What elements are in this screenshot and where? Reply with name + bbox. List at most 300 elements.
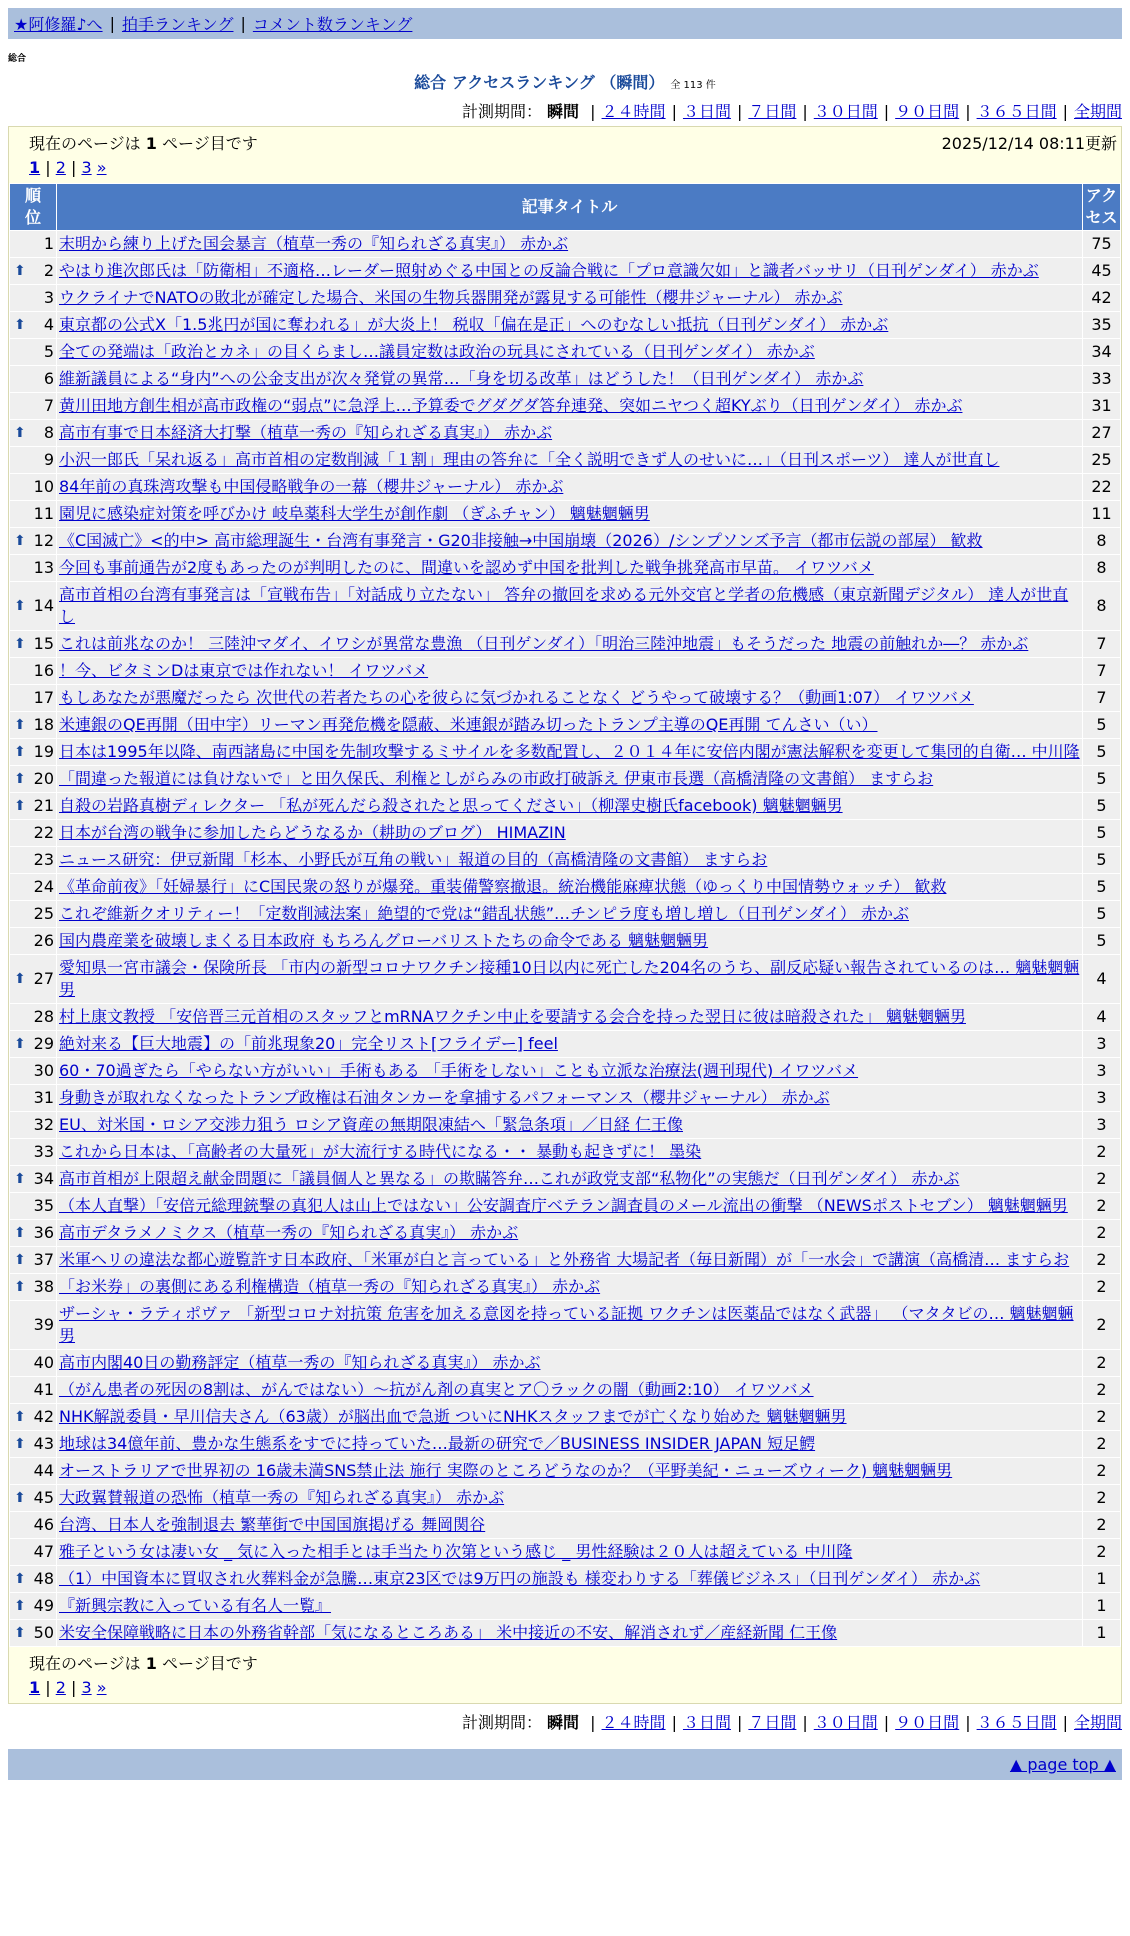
article-link[interactable]: 東京都の公式X「1.5兆円が国に奪われる」が大炎上！ 税収「偏在是正」へのむなしい抵抗（日刊ゲンダイ） 赤かぶ	[59, 315, 889, 334]
rank-number: 5	[43, 342, 54, 361]
title-cell	[57, 820, 1082, 846]
rank-cell	[10, 712, 56, 738]
article-link[interactable]: 「お米券」の裏側にある利権構造（植草一秀の『知られざる真実』） 赤かぶ	[59, 1277, 601, 1296]
rank-number: 26	[33, 931, 54, 950]
rank-cell	[10, 339, 56, 365]
title-cell	[57, 555, 1082, 581]
article-link[interactable]: ！今、ビタミンDは東京では作れない！ イワツバメ	[59, 661, 429, 680]
rank-number: 47	[33, 1542, 54, 1561]
rank-up-icon: ⬆	[14, 533, 26, 549]
rank-number: 49	[33, 1596, 54, 1615]
rank-cell	[10, 1404, 56, 1430]
period-link[interactable]: ９０日間	[895, 102, 960, 121]
rank-cell	[10, 1350, 56, 1376]
article-link[interactable]: 米安全保障戦略に日本の外務省幹部「気になるところある」 米中接近の不安、解消されず／産経新聞 仁王像	[59, 1623, 838, 1642]
rank-cell	[10, 1274, 56, 1300]
rank-up-icon: ⬆	[14, 717, 26, 733]
rank-number: 22	[33, 823, 54, 842]
title-cell	[57, 712, 1082, 738]
period-selector-bottom	[0, 1710, 1122, 1733]
rank-up-icon: ⬆	[14, 1409, 26, 1425]
article-link[interactable]: 高市首相が上限超え献金問題に「議員個人と異なる」の欺瞞答弁…これが政党支部“私物化”の実態だ（日刊ゲンダイ） 赤かぶ	[59, 1169, 960, 1188]
title-cell	[57, 1458, 1082, 1484]
rank-number: 43	[33, 1434, 54, 1453]
rank-number: 11	[33, 504, 54, 523]
table-row	[10, 312, 1120, 338]
rank-up-icon: ⬆	[14, 1490, 26, 1506]
period-link[interactable]: ９０日間	[895, 1713, 960, 1732]
table-row	[10, 658, 1120, 684]
article-link[interactable]: 《革命前夜》「妊婦暴行」にC国民衆の怒りが爆発。重装備警察撤退。統治機能麻痺状態（ゆっくり中国情勢ウォッチ） 歓救	[59, 877, 947, 896]
table-row	[10, 1458, 1120, 1484]
total-count: 全 113 件	[670, 80, 716, 91]
rank-cell	[10, 1485, 56, 1511]
period-separator: |	[1062, 1713, 1068, 1732]
access-count: 3	[1083, 1112, 1120, 1138]
table-row	[10, 1404, 1120, 1430]
title-cell	[57, 658, 1082, 684]
rank-number: 4	[43, 315, 54, 334]
article-link[interactable]: （本人直撃）「安倍元総理銃撃の真犯人は山上ではない」公安調査庁ベテラン調査員のメール流出の衝撃 （NEWSポストセブン） 魑魅魍魎男	[59, 1196, 1068, 1215]
rank-number: 41	[33, 1380, 54, 1399]
table-row	[10, 1112, 1120, 1138]
article-link[interactable]: 『新興宗教に入っている有名人一覧』	[59, 1596, 332, 1615]
article-link[interactable]: これから日本は、「高齢者の大量死」が大流行する時代になる・・ 暴動も起きずに！ 墨染	[59, 1142, 702, 1161]
table-row	[10, 1301, 1120, 1349]
period-separator: |	[965, 1713, 971, 1732]
rank-cell	[10, 1220, 56, 1246]
rank-number: 45	[33, 1488, 54, 1507]
access-count: 25	[1083, 447, 1120, 473]
table-row	[10, 366, 1120, 392]
rank-number: 3	[43, 288, 54, 307]
title-cell	[57, 1274, 1082, 1300]
home-link[interactable]: ★阿修羅♪へ	[14, 15, 103, 34]
article-link[interactable]: 84年前の真珠湾攻撃も中国侵略戦争の一幕（櫻井ジャーナル） 赤かぶ	[59, 477, 564, 496]
rank-number: 23	[33, 850, 54, 869]
article-link[interactable]: ザーシャ・ラティポヴァ 「新型コロナ対抗策 危害を加える意図を持っている証拠 ワクチンは医薬品ではなく武器」 （マタタビの… 魑魅魍魎男	[59, 1304, 1074, 1345]
rank-cell	[10, 555, 56, 581]
period-selector-top	[0, 99, 1122, 122]
table-row	[10, 555, 1120, 581]
rank-cell	[10, 1512, 56, 1538]
article-link[interactable]: 末明から練り上げた国会暴言（植草一秀の『知られざる真実』） 赤かぶ	[59, 234, 569, 253]
article-link[interactable]: 高市デタラメノミクス（植草一秀の『知られざる真実』） 赤かぶ	[59, 1223, 519, 1242]
rank-up-icon: ⬆	[14, 263, 26, 279]
article-link[interactable]: もしあなたが悪魔だったら 次世代の若者たちの心を彼らに気づかれることなく どうやって破壊する？（動画1:07） イワツバメ	[59, 688, 974, 707]
header-title: 記事タイトル	[57, 184, 1082, 230]
table-row	[10, 793, 1120, 819]
access-count: 2	[1083, 1539, 1120, 1565]
access-count: 7	[1083, 631, 1120, 657]
article-link[interactable]: 絶対来る【巨大地震】の「前兆現象20」完全リスト[フライデー] feel	[59, 1034, 558, 1053]
article-link[interactable]: 維新議員による“身内”への公金支出が次々発覚の異常…「身を切る改革」はどうした！（日刊ゲンダイ） 赤かぶ	[59, 369, 864, 388]
rank-cell	[10, 1058, 56, 1084]
period-link[interactable]: ３６５日間	[976, 1713, 1057, 1732]
article-link[interactable]: NHK解説委員・早川信夫さん（63歳）が脳出血で急逝 ついにNHKスタッフまでが亡くなり始めた 魑魅魍魎男	[59, 1407, 847, 1426]
title-cell	[57, 1220, 1082, 1246]
rank-cell	[10, 528, 56, 554]
access-count: 75	[1083, 231, 1120, 257]
updated-timestamp: 2025/12/14 08:11更新	[941, 134, 1117, 153]
rank-up-icon: ⬆	[14, 771, 26, 787]
access-count: 4	[1083, 1004, 1120, 1030]
rank-cell	[10, 739, 56, 765]
ranking-rows	[10, 231, 1120, 1646]
access-count: 2	[1083, 1458, 1120, 1484]
page-link-current[interactable]: 1	[29, 1678, 41, 1697]
period-link[interactable]: ３６５日間	[976, 102, 1057, 121]
rank-number: 30	[33, 1061, 54, 1080]
article-link[interactable]: 愛知県一宮市議会・保険所長 「市内の新型コロナワクチン接種10日以内に死亡した204名のうち、副反応疑い報告されているのは… 魑魅魍魎男	[59, 958, 1080, 999]
article-link[interactable]: 米軍ヘリの違法な都心遊覧許す日本政府、「米軍が白と言っている」と外務省 大場記者（毎日新聞）が「一水会」で講演（高橋清… ますらお	[59, 1250, 1070, 1269]
article-link[interactable]: 全ての発端は「政治とカネ」の目くらまし…議員定数は政治の玩具にされている（日刊ゲンダイ） 赤かぶ	[59, 342, 815, 361]
article-link[interactable]: ウクライナでNATOの敗北が確定した場合、米国の生物兵器開発が露見する可能性（櫻井ジャーナル） 赤かぶ	[59, 288, 843, 307]
bottom-bar	[8, 1749, 1122, 1780]
rank-number: 7	[43, 396, 54, 415]
period-link[interactable]: 全期間	[1073, 102, 1122, 121]
page-link[interactable]: 2	[55, 158, 66, 177]
table-row	[10, 1247, 1120, 1273]
rank-cell	[10, 1593, 56, 1619]
ranking-box	[8, 126, 1122, 1704]
period-current: 瞬間	[547, 1713, 580, 1732]
rank-up-icon: ⬆	[14, 1171, 26, 1187]
title-cell	[57, 1566, 1082, 1592]
table-row	[10, 528, 1120, 554]
access-count: 8	[1083, 528, 1120, 554]
top-nav-bar	[8, 8, 1122, 39]
article-link[interactable]: やはり進次郎氏は「防衛相」不適格…レーダー照射めぐる中国との反論合戦に「プロ意識欠如」と識者バッサリ（日刊ゲンダイ） 赤かぶ	[59, 261, 1039, 280]
title-cell	[57, 847, 1082, 873]
article-link[interactable]: 台湾、日本人を強制退去 繁華街で中国国旗掲げる 舞岡関谷	[59, 1515, 486, 1534]
table-row	[10, 928, 1120, 954]
next-page-link[interactable]: »	[96, 1678, 107, 1697]
table-row	[10, 231, 1120, 257]
access-count: 5	[1083, 847, 1120, 873]
clap-ranking-link[interactable]: 拍手ランキング	[121, 15, 234, 34]
article-link[interactable]: オーストラリアで世界初の 16歳未満SNS禁止法 施行 実際のところどうなのか？（平野美紀・ニューズウィーク) 魑魅魍魎男	[59, 1461, 953, 1480]
rank-cell	[10, 231, 56, 257]
page-link-current[interactable]: 1	[29, 158, 41, 177]
period-separator: |	[965, 102, 971, 121]
access-count: 2	[1083, 1139, 1120, 1165]
access-count: 5	[1083, 928, 1120, 954]
access-count: 5	[1083, 712, 1120, 738]
rank-number: 1	[43, 234, 54, 253]
page-info-top	[9, 127, 1121, 183]
article-link[interactable]: EU、対米国・ロシア交渉力狙う ロシア資産の無期限凍結へ「緊急条項」／日経 仁王像	[59, 1115, 683, 1134]
access-count: 2	[1083, 1485, 1120, 1511]
rank-number: 18	[33, 715, 54, 734]
table-row	[10, 766, 1120, 792]
title-cell	[57, 231, 1082, 257]
article-link[interactable]: 地球は34億年前、豊かな生態系をすでに持っていた…最新の研究で／BUSINESS INSIDER JAPAN 短足鰐	[59, 1434, 816, 1453]
comment-ranking-link[interactable]: コメント数ランキング	[252, 15, 413, 34]
current-page-text-bottom: 現在のページは 1 ページ目です	[29, 1654, 258, 1673]
rank-cell	[10, 766, 56, 792]
ranking-title: 総合 アクセスランキング （瞬間）	[414, 73, 665, 92]
title-cell	[57, 1431, 1082, 1457]
rank-number: 37	[33, 1250, 54, 1269]
rank-cell	[10, 447, 56, 473]
rank-up-icon: ⬆	[14, 598, 26, 614]
title-cell	[57, 1350, 1082, 1376]
article-link[interactable]: 米連銀のQE再開（田中宇）リーマン再発危機を隠蔽、米連銀が踏み切ったトランプ主導のQE再開 てんさい（い）	[59, 715, 878, 734]
period-link[interactable]: ７日間	[748, 102, 797, 121]
rank-cell	[10, 685, 56, 711]
table-row	[10, 1085, 1120, 1111]
table-row	[10, 1004, 1120, 1030]
rank-cell	[10, 631, 56, 657]
rank-number: 19	[33, 742, 54, 761]
period-link[interactable]: ２４時間	[601, 102, 666, 121]
rank-cell	[10, 1193, 56, 1219]
title-cell	[57, 766, 1082, 792]
rank-number: 14	[33, 596, 54, 615]
title-cell	[57, 447, 1082, 473]
table-row	[10, 1193, 1120, 1219]
rank-cell	[10, 1247, 56, 1273]
access-count: 35	[1083, 312, 1120, 338]
table-row	[10, 901, 1120, 927]
rank-up-icon: ⬆	[14, 971, 26, 987]
article-link[interactable]: 黄川田地方創生相が高市政権の“弱点”に急浮上…予算委でグダグダ答弁連発、突如ニヤつく超KYぶり（日刊ゲンダイ） 赤かぶ	[59, 396, 963, 415]
period-label: 計測期間：	[461, 1713, 542, 1732]
article-link[interactable]: 高市内閣40日の勤務評定（植草一秀の『知られざる真実』） 赤かぶ	[59, 1353, 541, 1372]
rank-number: 25	[33, 904, 54, 923]
rank-up-icon: ⬆	[14, 798, 26, 814]
article-link[interactable]: ニュース研究：伊豆新聞「杉本、小野氏が互角の戦い」報道の目的（高橋清隆の文書館） ますらお	[59, 850, 768, 869]
access-count: 2	[1083, 1166, 1120, 1192]
article-link[interactable]: 国内農産業を破壊しまくる日本政府 もちろんグローバリストたちの命令である 魑魅魍魎男	[59, 931, 709, 950]
rank-number: 10	[33, 477, 54, 496]
article-link[interactable]: 身動きが取れなくなったトランプ政権は石油タンカーを拿捕するパフォーマンス（櫻井ジャーナル） 赤かぶ	[59, 1088, 830, 1107]
access-count: 2	[1083, 1274, 1120, 1300]
table-row	[10, 1539, 1120, 1565]
rank-cell	[10, 1458, 56, 1484]
rank-cell	[10, 793, 56, 819]
page-link[interactable]: 3	[81, 158, 92, 177]
rank-number: 40	[33, 1353, 54, 1372]
title-cell	[57, 928, 1082, 954]
article-link[interactable]: 高市有事で日本経済大打撃（植草一秀の『知られざる真実』） 赤かぶ	[59, 423, 553, 442]
title-cell	[57, 366, 1082, 392]
access-count: 1	[1083, 1620, 1120, 1646]
page-info-bottom	[9, 1647, 1121, 1703]
table-row	[10, 955, 1120, 1003]
table-row	[10, 1566, 1120, 1592]
article-link[interactable]: 《C国滅亡》<的中> 高市総理誕生・台湾有事発言・G20非接触→中国崩壊（2026）/シンプソンズ予言（都市伝説の部屋） 歓救	[59, 531, 983, 550]
access-count: 3	[1083, 1031, 1120, 1057]
pager-bottom: 1 | 2 | 3 »	[29, 1678, 107, 1697]
rank-number: 32	[33, 1115, 54, 1134]
table-row	[10, 1593, 1120, 1619]
table-row	[10, 739, 1120, 765]
period-link[interactable]: 全期間	[1073, 1713, 1122, 1732]
article-link[interactable]: これぞ維新クオリティー！「定数削減法案」絶望的で党は“錯乱状態”…チンピラ度も増し増し（日刊ゲンダイ） 赤かぶ	[59, 904, 909, 923]
table-row	[10, 1058, 1120, 1084]
rank-up-icon: ⬆	[14, 1625, 26, 1641]
rank-up-icon: ⬆	[14, 1225, 26, 1241]
current-page-text: 現在のページは 1 ページ目です	[29, 134, 258, 153]
rank-number: 28	[33, 1007, 54, 1026]
header-rank: 順 位	[10, 184, 56, 230]
period-separator: |	[883, 1713, 890, 1732]
rank-number: 15	[33, 634, 54, 653]
access-count: 5	[1083, 793, 1120, 819]
access-count: 1	[1083, 1593, 1120, 1619]
rank-cell	[10, 501, 56, 527]
title-cell	[57, 901, 1082, 927]
access-count: 2	[1083, 1431, 1120, 1457]
ranking-table	[9, 183, 1121, 1647]
period-separator: |	[736, 102, 743, 121]
table-row	[10, 1166, 1120, 1192]
period-link[interactable]: ３０日間	[813, 102, 878, 121]
title-cell	[57, 793, 1082, 819]
period-separator: |	[1062, 102, 1068, 121]
rank-cell	[10, 874, 56, 900]
article-link[interactable]: 小沢一郎氏「呆れ返る」高市首相の定数削減「１割」理由の答弁に「全く説明できず人のせいに…」（日刊スポーツ） 達人が世直し	[59, 450, 1000, 469]
rank-up-icon: ⬆	[14, 317, 26, 333]
header-access: アク セス	[1083, 184, 1120, 230]
article-link[interactable]: 今回も事前通告が2度もあったのが判明したのに、間違いを認めず中国を批判した戦争挑発高市早苗。 イワツバメ	[59, 558, 874, 577]
title-cell	[57, 1247, 1082, 1273]
table-row	[10, 1620, 1120, 1646]
page-link[interactable]: 3	[81, 1678, 92, 1697]
title-cell	[57, 1301, 1082, 1349]
table-row	[10, 285, 1120, 311]
rank-cell	[10, 820, 56, 846]
article-link[interactable]: 村上康文教授 「安倍晋三元首相のスタッフとmRNAワクチン中止を要請する会合を持った翌日に彼は暗殺された」 魑魅魍魎男	[59, 1007, 966, 1026]
table-row	[10, 582, 1120, 630]
access-count: 7	[1083, 685, 1120, 711]
access-count: 2	[1083, 1301, 1120, 1349]
access-count: 11	[1083, 501, 1120, 527]
rank-cell	[10, 393, 56, 419]
rank-up-icon: ⬆	[14, 744, 26, 760]
title-cell	[57, 1112, 1082, 1138]
period-links	[584, 102, 1122, 121]
rank-up-icon: ⬆	[14, 636, 26, 652]
rank-number: 44	[33, 1461, 54, 1480]
period-link[interactable]: ７日間	[748, 1713, 797, 1732]
table-row	[10, 712, 1120, 738]
rank-number: 39	[33, 1315, 54, 1334]
article-link[interactable]: 園児に感染症対策を呼びかけ 岐阜薬科大学生が創作劇 （ぎふチャン） 魑魅魍魎男	[59, 504, 650, 523]
article-link[interactable]: 自殺の岩路真樹ディレクター 「私が死んだら殺されたと思ってください」（柳澤史樹氏facebook) 魑魅魍魎男	[59, 796, 843, 815]
title-cell	[57, 1377, 1082, 1403]
title-cell	[57, 1404, 1082, 1430]
rank-cell	[10, 420, 56, 446]
table-row	[10, 1431, 1120, 1457]
access-count: 34	[1083, 339, 1120, 365]
article-link[interactable]: 雅子という女は凄い女 _ 気に入った相手とは手当たり次第という感じ _ 男性経験は２０人は超えている 中川隆	[59, 1542, 853, 1561]
access-count: 42	[1083, 285, 1120, 311]
title-cell	[57, 393, 1082, 419]
page-top-link[interactable]: ▲ page top ▲	[1009, 1755, 1116, 1774]
access-count: 45	[1083, 258, 1120, 284]
table-row	[10, 874, 1120, 900]
table-row	[10, 1139, 1120, 1165]
table-row	[10, 1031, 1120, 1057]
table-row	[10, 847, 1120, 873]
article-link[interactable]: （がん患者の死因の8割は、がんではない）～抗がん剤の真実とア〇ラックの闇（動画2:10） イワツバメ	[59, 1380, 814, 1399]
article-link[interactable]: これは前兆なのか！ 三陸沖マダイ、イワシが異常な豊漁 （日刊ゲンダイ）「明治三陸沖地震」もそうだった 地震の前触れか―？ 赤かぶ	[59, 634, 1029, 653]
rank-number: 38	[33, 1277, 54, 1296]
table-row	[10, 339, 1120, 365]
article-link[interactable]: 60・70過ぎたら「やらない方がいい」手術もある 「手術をしない」ことも立派な治療法(週刊現代) イワツバメ	[59, 1061, 859, 1080]
table-row	[10, 1377, 1120, 1403]
title-cell	[57, 1085, 1082, 1111]
page-link[interactable]: 2	[55, 1678, 66, 1697]
access-count: 2	[1083, 1247, 1120, 1273]
access-count: 22	[1083, 474, 1120, 500]
rank-number: 48	[33, 1569, 54, 1588]
title-cell	[57, 339, 1082, 365]
title-cell	[57, 474, 1082, 500]
title-cell	[57, 1193, 1082, 1219]
table-row	[10, 1485, 1120, 1511]
title-cell	[57, 582, 1082, 630]
period-separator: |	[802, 102, 808, 121]
period-link[interactable]: ３日間	[682, 1713, 731, 1732]
article-link[interactable]: 大政翼賛報道の恐怖（植草一秀の『知られざる真実』） 赤かぶ	[59, 1488, 505, 1507]
title-cell	[57, 528, 1082, 554]
rank-number: 34	[33, 1169, 54, 1188]
rank-cell	[10, 1566, 56, 1592]
access-count: 27	[1083, 420, 1120, 446]
title-cell	[57, 739, 1082, 765]
article-link[interactable]: 「間違った報道には負けないで」と田久保氏、利権としがらみの市政打破訴え 伊東市長選（高橋清隆の文書館） ますらお	[59, 769, 934, 788]
rank-cell	[10, 1031, 56, 1057]
access-count: 5	[1083, 901, 1120, 927]
rank-number: 33	[33, 1142, 54, 1161]
rank-number: 21	[33, 796, 54, 815]
article-link[interactable]: （1）中国資本に買収され火葬料金が急騰…東京23区では9万円の施設も 様変わりする「葬儀ビジネス」（日刊ゲンダイ） 赤かぶ	[59, 1569, 981, 1588]
nav-separator: |	[240, 14, 246, 33]
title-cell	[57, 631, 1082, 657]
period-label: 計測期間：	[461, 102, 542, 121]
article-link[interactable]: 高市首相の台湾有事発言は「宣戦布告」「対話成り立たない」 答弁の撤回を求める元外交官と学者の危機感（東京新聞デジタル） 達人が世直し	[59, 585, 1069, 626]
access-count: 5	[1083, 874, 1120, 900]
article-link[interactable]: 日本は1995年以降、南西諸島に中国を先制攻撃するミサイルを多数配置し、２０１４年に安倍内閣が憲法解釈を変更して集団的自衛… 中川隆	[59, 742, 1080, 761]
title-cell	[57, 1139, 1082, 1165]
table-row	[10, 820, 1120, 846]
next-page-link[interactable]: »	[96, 158, 107, 177]
access-count: 33	[1083, 366, 1120, 392]
article-link[interactable]: 日本が台湾の戦争に参加したらどうなるか（耕助のブログ） HIMAZIN	[59, 823, 566, 842]
rank-cell	[10, 928, 56, 954]
period-link[interactable]: ３日間	[682, 102, 731, 121]
period-link[interactable]: ３０日間	[813, 1713, 878, 1732]
rank-number: 31	[33, 1088, 54, 1107]
title-cell	[57, 285, 1082, 311]
access-count: 2	[1083, 1377, 1120, 1403]
title-cell	[57, 1031, 1082, 1057]
rank-cell	[10, 658, 56, 684]
table-row	[10, 685, 1120, 711]
title-cell	[57, 420, 1082, 446]
rank-up-icon: ⬆	[14, 1571, 26, 1587]
rank-cell	[10, 1301, 56, 1349]
access-count: 2	[1083, 1404, 1120, 1430]
access-count: 2	[1083, 1193, 1120, 1219]
period-separator: |	[590, 102, 596, 121]
rank-cell	[10, 955, 56, 1003]
period-link[interactable]: ２４時間	[601, 1713, 666, 1732]
